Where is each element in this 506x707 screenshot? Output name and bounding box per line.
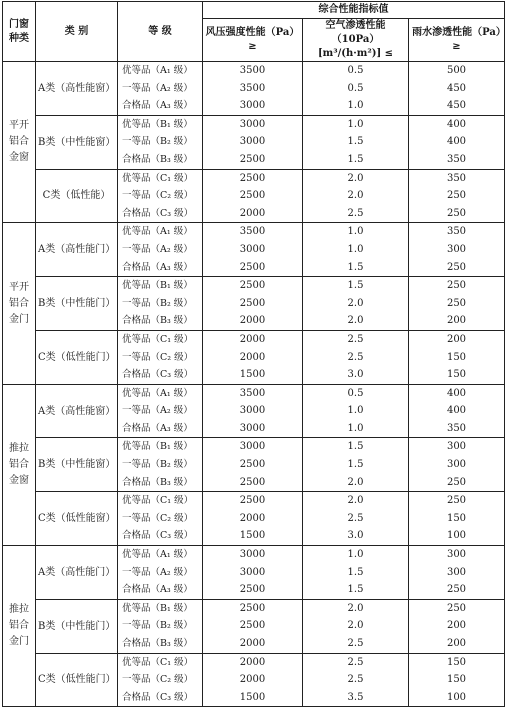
wind-cell: 3000	[203, 241, 303, 259]
water-cell: 100	[409, 689, 505, 707]
water-cell: 150	[409, 349, 505, 367]
wind-cell: 2500	[203, 151, 303, 169]
water-cell: 450	[409, 97, 505, 115]
air-cell: 1.0	[303, 402, 409, 420]
air-cell: 1.0	[303, 420, 409, 438]
water-cell: 200	[409, 330, 505, 348]
category-cell	[36, 62, 118, 116]
wind-cell: 3000	[203, 564, 303, 582]
air-cell: 1.5	[303, 564, 409, 582]
water-cell: 200	[409, 312, 505, 330]
grade-cell: 合格品（C₃ 级）	[118, 527, 203, 545]
air-cell: 3.0	[303, 366, 409, 384]
air-cell: 2.0	[303, 295, 409, 313]
table-row	[3, 438, 505, 456]
wind-cell: 2500	[203, 169, 303, 187]
grade-cell: 一等品（A₂ 级）	[118, 402, 203, 420]
category-cell	[36, 169, 118, 223]
air-cell: 1.0	[303, 546, 409, 564]
water-cell: 300	[409, 456, 505, 474]
air-cell: 2.5	[303, 349, 409, 367]
grade-cell: 优等品（B₁ 级）	[118, 277, 203, 295]
wind-cell: 3000	[203, 420, 303, 438]
water-cell: 150	[409, 510, 505, 528]
header-air-label: 空气渗透性能（10Pa）[m³/(h·m²)] ≤	[317, 20, 394, 59]
table-row	[3, 599, 505, 617]
table-row	[3, 223, 505, 241]
wind-cell: 3000	[203, 438, 303, 456]
wind-cell: 1500	[203, 689, 303, 707]
header-wind	[203, 19, 303, 62]
header-water	[409, 19, 505, 62]
door-type-cell	[3, 546, 36, 707]
header-door-type	[3, 2, 36, 62]
grade-cell: 合格品（B₃ 级）	[118, 312, 203, 330]
wind-cell: 3000	[203, 546, 303, 564]
grade-cell: 优等品（A₁ 级）	[118, 384, 203, 402]
wind-cell: 2500	[203, 617, 303, 635]
wind-cell: 3000	[203, 133, 303, 151]
table-row	[3, 62, 505, 80]
air-cell: 2.5	[303, 653, 409, 671]
water-cell: 250	[409, 581, 505, 599]
water-cell: 350	[409, 420, 505, 438]
wind-cell: 3500	[203, 62, 303, 80]
grade-cell: 优等品（C₁ 级）	[118, 653, 203, 671]
air-cell: 0.5	[303, 62, 409, 80]
door-type-label: 推拉铝合金门	[9, 604, 29, 648]
wind-cell: 3000	[203, 97, 303, 115]
air-cell: 1.5	[303, 133, 409, 151]
header-grade-label: 等 级	[148, 25, 172, 37]
air-cell: 1.5	[303, 581, 409, 599]
wind-cell: 2500	[203, 581, 303, 599]
water-cell: 300	[409, 241, 505, 259]
wind-cell: 2000	[203, 510, 303, 528]
air-cell: 2.0	[303, 169, 409, 187]
door-type-label: 推拉铝合金窗	[9, 442, 29, 486]
water-cell: 400	[409, 115, 505, 133]
air-cell: 2.5	[303, 671, 409, 689]
category-cell	[36, 115, 118, 169]
table-row	[3, 384, 505, 402]
wind-cell: 2500	[203, 187, 303, 205]
category-label: C类（低性能）	[42, 190, 111, 202]
wind-cell: 2500	[203, 259, 303, 277]
air-cell: 3.5	[303, 689, 409, 707]
door-type-cell	[3, 384, 36, 545]
grade-cell: 合格品（C₃ 级）	[118, 205, 203, 223]
grade-cell: 优等品（B₁ 级）	[118, 599, 203, 617]
category-cell	[36, 492, 118, 546]
water-cell: 400	[409, 133, 505, 151]
category-label: A类（高性能门）	[38, 566, 116, 578]
water-cell: 200	[409, 635, 505, 653]
water-cell: 400	[409, 384, 505, 402]
grade-cell: 合格品（A₃ 级）	[118, 259, 203, 277]
header-composite	[203, 2, 505, 19]
table-row	[3, 330, 505, 348]
table-body	[3, 62, 505, 707]
header-water-label: 雨水渗透性能（Pa）≥	[412, 27, 501, 52]
grade-cell: 优等品（C₁ 级）	[118, 492, 203, 510]
table-row	[3, 653, 505, 671]
category-label: B类（中性能门）	[38, 298, 116, 310]
grade-cell: 合格品（C₃ 级）	[118, 689, 203, 707]
grade-cell: 一等品（C₂ 级）	[118, 187, 203, 205]
category-label: A类（高性能窗）	[38, 82, 116, 94]
grade-cell: 一等品（A₂ 级）	[118, 80, 203, 98]
table-row	[3, 492, 505, 510]
air-cell: 2.0	[303, 599, 409, 617]
wind-cell: 3500	[203, 80, 303, 98]
table-row	[3, 115, 505, 133]
grade-cell: 一等品（B₂ 级）	[118, 295, 203, 313]
grade-cell: 一等品（B₂ 级）	[118, 133, 203, 151]
air-cell: 2.0	[303, 312, 409, 330]
performance-table	[2, 1, 505, 707]
grade-cell: 合格品（B₃ 级）	[118, 635, 203, 653]
air-cell: 1.0	[303, 115, 409, 133]
water-cell: 250	[409, 277, 505, 295]
wind-cell: 2000	[203, 653, 303, 671]
category-cell	[36, 384, 118, 438]
category-cell	[36, 330, 118, 384]
air-cell: 0.5	[303, 80, 409, 98]
water-cell: 450	[409, 80, 505, 98]
water-cell: 300	[409, 438, 505, 456]
wind-cell: 3500	[203, 223, 303, 241]
air-cell: 3.0	[303, 527, 409, 545]
grade-cell: 合格品（A₃ 级）	[118, 97, 203, 115]
grade-cell: 一等品（B₂ 级）	[118, 456, 203, 474]
category-label: B类（中性能窗）	[38, 459, 116, 471]
grade-cell: 合格品（B₃ 级）	[118, 151, 203, 169]
wind-cell: 3000	[203, 402, 303, 420]
wind-cell: 1500	[203, 527, 303, 545]
header-grade	[118, 2, 203, 62]
grade-cell: 一等品（C₂ 级）	[118, 349, 203, 367]
wind-cell: 2000	[203, 671, 303, 689]
category-cell	[36, 546, 118, 600]
header-composite-label: 综合性能指标值	[318, 4, 389, 15]
air-cell: 2.0	[303, 474, 409, 492]
grade-cell: 合格品（A₃ 级）	[118, 581, 203, 599]
water-cell: 250	[409, 259, 505, 277]
wind-cell: 3000	[203, 115, 303, 133]
header-category	[36, 2, 118, 62]
grade-cell: 优等品（B₁ 级）	[118, 438, 203, 456]
air-cell: 2.5	[303, 330, 409, 348]
air-cell: 1.5	[303, 277, 409, 295]
water-cell: 250	[409, 187, 505, 205]
grade-cell: 优等品（A₁ 级）	[118, 62, 203, 80]
category-label: B类（中性能窗）	[38, 136, 116, 148]
category-label: C类（低性能门）	[38, 351, 116, 363]
category-cell	[36, 223, 118, 277]
air-cell: 2.5	[303, 205, 409, 223]
grade-cell: 一等品（A₂ 级）	[118, 564, 203, 582]
door-type-cell	[3, 62, 36, 223]
category-cell	[36, 599, 118, 653]
wind-cell: 2500	[203, 295, 303, 313]
table-row	[3, 277, 505, 295]
air-cell: 1.5	[303, 456, 409, 474]
wind-cell: 2500	[203, 492, 303, 510]
door-type-cell	[3, 223, 36, 384]
category-label: C类（低性能窗）	[38, 513, 116, 525]
grade-cell: 优等品（B₁ 级）	[118, 115, 203, 133]
water-cell: 150	[409, 366, 505, 384]
wind-cell: 2500	[203, 474, 303, 492]
grade-cell: 一等品（A₂ 级）	[118, 241, 203, 259]
water-cell: 300	[409, 546, 505, 564]
wind-cell: 2000	[203, 205, 303, 223]
wind-cell: 2000	[203, 635, 303, 653]
water-cell: 350	[409, 223, 505, 241]
category-cell	[36, 438, 118, 492]
header-air	[303, 19, 409, 62]
table-row	[3, 546, 505, 564]
grade-cell: 优等品（A₁ 级）	[118, 546, 203, 564]
header-door-type-label: 门窗种类	[9, 18, 29, 44]
air-cell: 1.0	[303, 223, 409, 241]
water-cell: 100	[409, 527, 505, 545]
water-cell: 150	[409, 653, 505, 671]
water-cell: 250	[409, 295, 505, 313]
water-cell: 250	[409, 492, 505, 510]
wind-cell: 2000	[203, 349, 303, 367]
water-cell: 500	[409, 62, 505, 80]
door-type-label: 平开铝合金窗	[9, 120, 29, 164]
grade-cell: 一等品（C₂ 级）	[118, 671, 203, 689]
table-row	[3, 169, 505, 187]
grade-cell: 优等品（A₁ 级）	[118, 223, 203, 241]
water-cell: 350	[409, 151, 505, 169]
air-cell: 1.5	[303, 438, 409, 456]
grade-cell: 合格品（A₃ 级）	[118, 420, 203, 438]
grade-cell: 合格品（C₃ 级）	[118, 366, 203, 384]
air-cell: 2.5	[303, 510, 409, 528]
air-cell: 2.0	[303, 187, 409, 205]
air-cell: 2.5	[303, 635, 409, 653]
grade-cell: 一等品（B₂ 级）	[118, 617, 203, 635]
wind-cell: 2000	[203, 330, 303, 348]
wind-cell: 2500	[203, 277, 303, 295]
wind-cell: 1500	[203, 366, 303, 384]
air-cell: 0.5	[303, 384, 409, 402]
category-label: C类（低性能门）	[38, 674, 116, 686]
water-cell: 250	[409, 599, 505, 617]
header-wind-label: 风压强度性能（Pa）≥	[205, 27, 300, 52]
water-cell: 400	[409, 402, 505, 420]
door-type-label: 平开铝合金门	[9, 281, 29, 325]
water-cell: 250	[409, 205, 505, 223]
grade-cell: 合格品（B₃ 级）	[118, 474, 203, 492]
water-cell: 150	[409, 671, 505, 689]
category-cell	[36, 653, 118, 707]
wind-cell: 2500	[203, 599, 303, 617]
water-cell: 350	[409, 169, 505, 187]
water-cell: 200	[409, 617, 505, 635]
category-label: B类（中性能门）	[38, 620, 116, 632]
water-cell: 250	[409, 474, 505, 492]
category-cell	[36, 277, 118, 331]
grade-cell: 优等品（C₁ 级）	[118, 330, 203, 348]
grade-cell: 一等品（C₂ 级）	[118, 510, 203, 528]
air-cell: 2.0	[303, 492, 409, 510]
category-label: A类（高性能窗）	[38, 405, 116, 417]
header-category-label: 类 别	[64, 25, 89, 37]
air-cell: 1.5	[303, 151, 409, 169]
grade-cell: 优等品（C₁ 级）	[118, 169, 203, 187]
wind-cell: 2500	[203, 456, 303, 474]
air-cell: 1.5	[303, 259, 409, 277]
wind-cell: 2000	[203, 312, 303, 330]
air-cell: 1.0	[303, 97, 409, 115]
air-cell: 1.0	[303, 241, 409, 259]
air-cell: 2.0	[303, 617, 409, 635]
category-label: A类（高性能门）	[38, 244, 116, 256]
water-cell: 300	[409, 564, 505, 582]
wind-cell: 3500	[203, 384, 303, 402]
